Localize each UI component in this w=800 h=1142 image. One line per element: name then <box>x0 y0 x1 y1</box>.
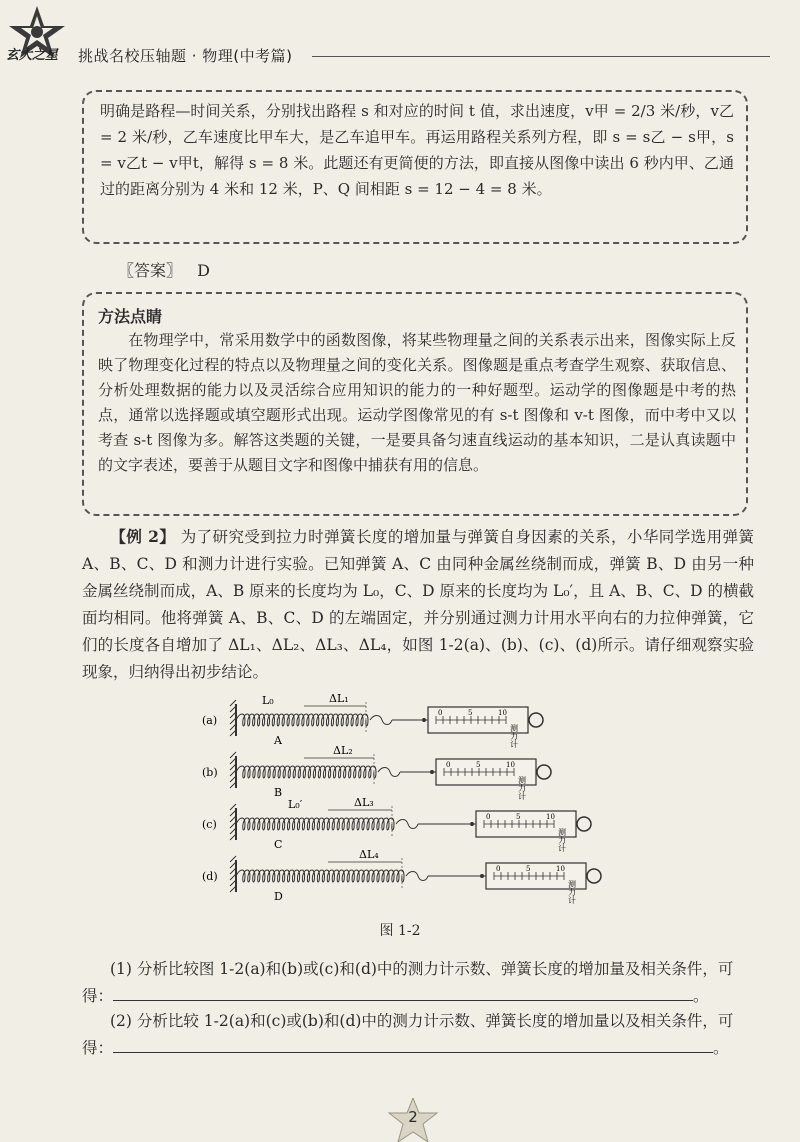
meter-ring <box>577 817 591 831</box>
hook <box>370 716 392 725</box>
spring-coil <box>236 818 394 830</box>
question-2-text: (2) 分析比较 1-2(a)和(c)或(b)和(d)中的测力计示数、弹簧长度的增加量以及相关条件，可得： <box>82 1012 734 1057</box>
answer-label: 〖答案〗 <box>118 261 183 280</box>
meter-ring <box>529 713 543 727</box>
row-tag: (b) <box>202 766 218 779</box>
hook <box>396 820 418 829</box>
answer-blank-1[interactable] <box>113 986 693 1001</box>
example-label: 【例 2】 <box>110 527 176 546</box>
question-2 <box>82 1008 754 1062</box>
figure-caption: 图 1-2 <box>379 923 421 939</box>
meter-tick-label: 5 <box>526 865 531 873</box>
question-1-end: 。 <box>693 987 709 1005</box>
spring-coil <box>236 714 368 726</box>
length-label-l0: L₀ <box>262 694 274 707</box>
row-tag: (d) <box>202 870 218 883</box>
method-heading: 方法点睛 <box>98 307 163 326</box>
delta-label: ΔL₂ <box>333 744 353 757</box>
meter-tick-label: 10 <box>546 813 555 821</box>
spring-figure <box>200 690 620 916</box>
meter-label: 测力计 <box>567 880 577 904</box>
delta-label: ΔL₃ <box>354 796 374 809</box>
length-label-l0-prime: L₀′ <box>288 798 303 811</box>
wire-knot <box>470 822 474 826</box>
meter-tick-label: 0 <box>486 813 491 821</box>
question-1-text: (1) 分析比较图 1-2(a)和(b)或(c)和(d)中的测力计示数、弹簧长度的增加量及相关条件，可得： <box>82 960 734 1005</box>
answer-line <box>118 258 210 281</box>
meter-tick-label: 5 <box>516 813 521 821</box>
meter-tick-label: 0 <box>446 761 451 769</box>
row-tag: (a) <box>202 714 218 727</box>
example-text: 为了研究受到拉力时弹簧长度的增加量与弹簧自身因素的关系，小华同学选用弹簧 A、B、C、D 和测力计进行实验。已知弹簧 A、C 由同种金属丝绕制而成，弹簧 B、D 由另一种金属丝绕制而成，A、B 原来的长度均为 L₀，C、D 原来的长度均为 L₀′，且 A、B、C、D 的横截面均相同。他将弹簧 A、B、C、D 的左端固定，并分别通过测力计用水平向右的力拉伸弹簧，它们的长度各自增加了 ΔL₁、ΔL₂、ΔL₃、ΔL₄，如图 1-2(a)、(b)、(c)、(d)所示。请仔细观察实验现象，归纳得出初步结论。 <box>82 528 754 681</box>
spring-label: A <box>274 734 282 747</box>
meter-label: 测力计 <box>509 724 519 748</box>
meter-tick-label: 10 <box>556 865 565 873</box>
delta-label: ΔL₁ <box>329 692 349 705</box>
wire-knot <box>422 718 426 722</box>
answer-value: D <box>197 261 210 280</box>
meter-ring <box>587 869 601 883</box>
question-1 <box>82 956 754 1010</box>
spring-coil <box>236 766 376 778</box>
example-2 <box>82 523 754 686</box>
wire-knot <box>480 874 484 878</box>
book-title: 挑战名校压轴题 · 物理(中考篇) <box>78 47 293 65</box>
row-tag: (c) <box>202 818 217 831</box>
meter-label: 测力计 <box>517 776 527 800</box>
hook <box>378 768 400 777</box>
meter-tick-label: 0 <box>438 709 443 717</box>
header-rule <box>312 56 770 57</box>
question-2-end: 。 <box>713 1039 729 1057</box>
star-logo-icon <box>6 4 68 74</box>
logo-text: 玄大之星 <box>6 48 59 63</box>
spring-label: B <box>274 786 283 799</box>
spring-label: D <box>274 890 283 903</box>
meter-tick-label: 10 <box>506 761 515 769</box>
solution-text: 明确是路程—时间关系，分别找出路程 s 和对应的时间 t 值，求出速度，v甲 = 2/3 米/秒，v乙 = 2 米/秒，乙车速度比甲车大，是乙车追甲车。再运用路程关系列方程，即 s = s乙 − s甲，s = v乙t − v甲t，解得 s = 8 米。此题还有更简便的方法，即直接从图像中读出 6 秒内甲、乙通过的距离分别为 4 米和 12 米，P、Q 间相距 s = 12 − 4 = 8 米。 <box>100 102 734 198</box>
meter-tick-label: 10 <box>498 709 507 717</box>
wire-knot <box>430 770 434 774</box>
meter-tick-label: 5 <box>468 709 473 717</box>
answer-blank-2[interactable] <box>113 1038 713 1053</box>
method-body: 在物理学中，常采用数学中的函数图像，将某些物理量之间的关系表示出来，图像实际上反映了物理变化过程的特点以及物理量之间的变化关系。图像题是重点考查学生观察、获取信息、分析处理数据的能力以及灵活综合应用知识的能力的一种好题型。运动学的图像题是中考的热点，通常以选择题或填空题形式出现。运动学图像常见的有 s-t 图像和 v-t 图像，而中考中又以考查 s-t 图像为多。解答这类题的关键，一是要具备匀速直线运动的基本知识，二是认真读题中的文字表述，要善于从题目文字和图像中捕获有用的信息。 <box>98 331 736 474</box>
spring-label: C <box>274 838 283 851</box>
page-header <box>0 0 800 80</box>
page-number: 2 <box>408 1108 418 1126</box>
meter-ring <box>537 765 551 779</box>
meter-tick-label: 0 <box>496 865 501 873</box>
method-box <box>82 292 748 516</box>
meter-label: 测力计 <box>557 828 567 852</box>
solution-box <box>82 90 748 244</box>
spring-coil <box>236 870 404 882</box>
hook <box>406 872 428 881</box>
delta-label: ΔL₄ <box>359 848 379 861</box>
method-text <box>98 328 736 478</box>
meter-tick-label: 5 <box>476 761 481 769</box>
